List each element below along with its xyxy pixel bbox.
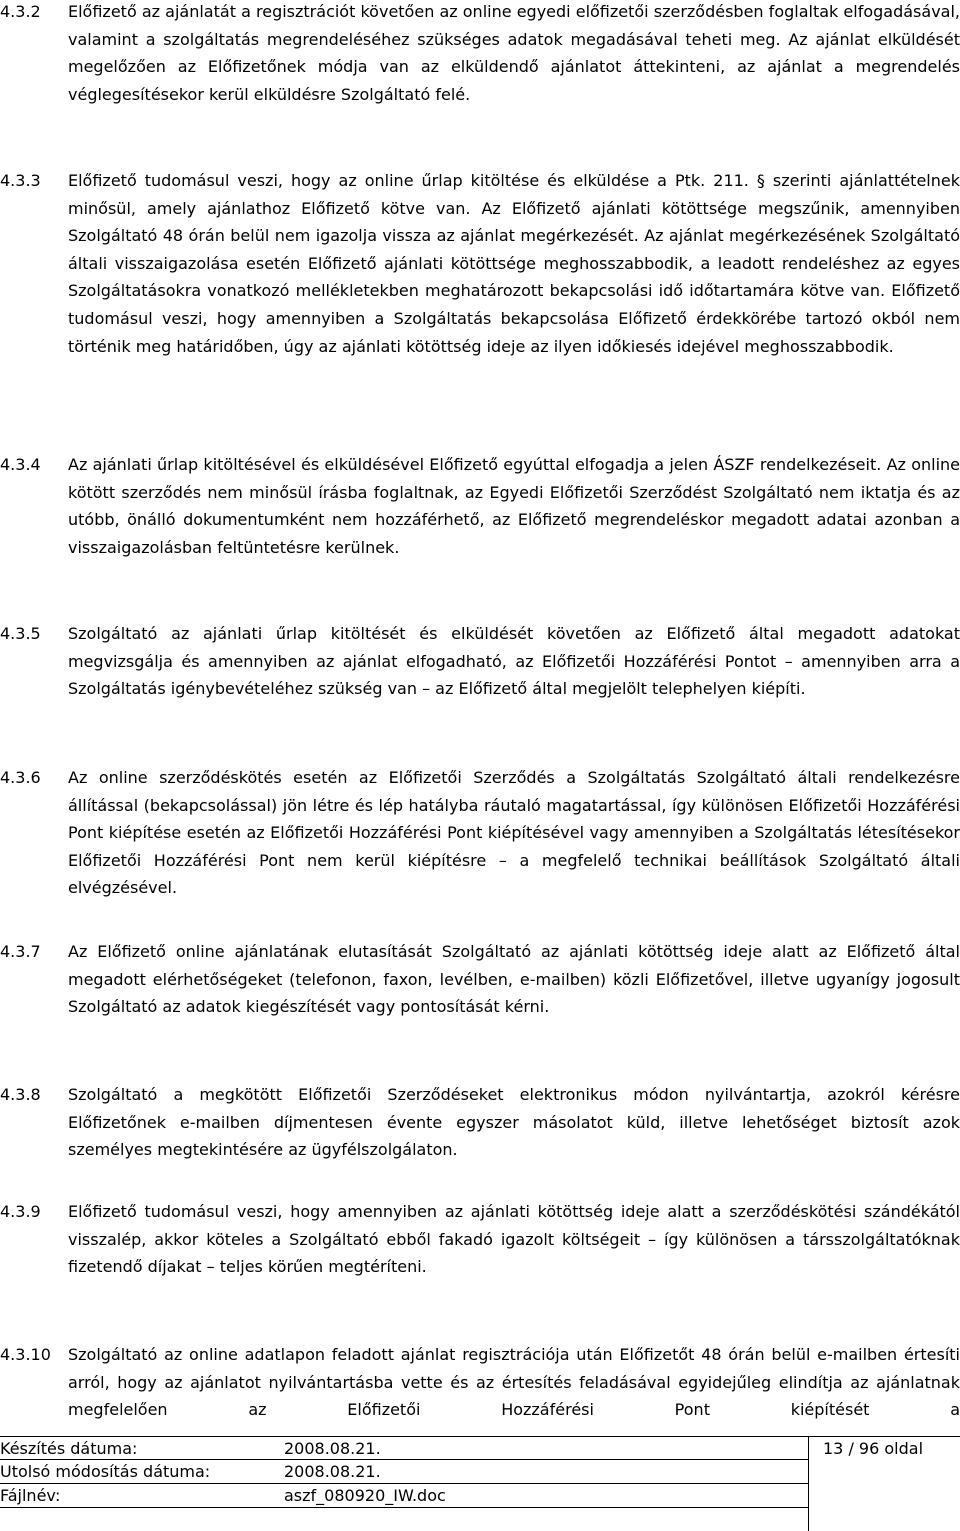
page-number: 13 / 96 oldal xyxy=(823,1439,924,1458)
created-date-value: 2008.08.21. xyxy=(284,1439,381,1458)
section-text: Az ajánlati űrlap kitöltésével és elküldésével Előfizető egyúttal elfogadja a jelen ÁSZF rendelkezéseit. Az online kötött szerződés nem minősül írásba foglaltnak, az Egyedi Előfizetői Szerződést Szolgáltató nem iktatja és az utóbb, önálló dokumentumként nem hozzáférhető, az Előfizető megrendeléskor megadott adatai azonban a visszaigazolásban feltüntetésre kerülnek. xyxy=(68,455,960,557)
section-number: 4.3.6 xyxy=(0,768,41,787)
section-text: Szolgáltató az ajánlati űrlap kitöltését és elküldését követően az Előfizető által megadott adatokat megvizsgálja és amennyiben az ajánlat elfogadható, az Előfizetői Hozzáférési Pontot – amennyiben arra a Szolgáltatás igénybevételéhez szükség van – az Előfizető által megjelölt telephelyen kiépíti. xyxy=(68,624,960,699)
section-text: Előfizető tudomásul veszi, hogy amennyiben az ajánlati kötöttség ideje alatt a szerződéskötési szándékától visszalép, akkor köteles a Szolgáltató ebből fakadó igazolt költségeit – így különösen a társszolgáltatóknak fizetendő díjakat – teljes körűen megtéríteni. xyxy=(68,1202,960,1277)
section-number: 4.3.9 xyxy=(0,1202,41,1221)
footer-row-modified xyxy=(0,1460,960,1484)
document-footer xyxy=(0,1436,960,1531)
section-number: 4.3.4 xyxy=(0,455,41,474)
section-text: Szolgáltató a megkötött Előfizetői Szerződéseket elektronikus módon nyilvántartja, azokról kérésre Előfizetőnek e-mailben díjmentesen évente egyszer másolatot küld, illetve lehetőséget biztosít azok személyes megtekintésére az ügyfélszolgálaton. xyxy=(68,1085,960,1160)
modified-date-label: Utolsó módosítás dátuma: xyxy=(0,1462,211,1481)
section-number: 4.3.2 xyxy=(0,2,41,21)
section-text: Előfizető tudomásul veszi, hogy az online űrlap kitöltése és elküldése a Ptk. 211. § szerinti ajánlattételnek minősül, amely ajánlathoz Előfizető kötve van. Az Előfizető ajánlati kötöttsége megszűnik, amennyiben Szolgáltató 48 órán belül nem igazolja vissza az ajánlat megérkezését. Az ajánlat megérkezésének Szolgáltató általi visszaigazolása esetén Előfizető ajánlati kötöttsége meghosszabbodik, a leadott rendeléshez az egyes Szolgáltatásokra vonatkozó mellékletekben meghatározott bekapcsolási idő időtartamára kötve van. Előfizető tudomásul veszi, hogy amennyiben a Szolgáltatás bekapcsolása Előfizető érdekkörébe tartozó okból nem történik meg határidőben, úgy az ajánlati kötöttség ideje az ilyen időkiesés idejével meghosszabbodik. xyxy=(68,171,960,356)
filename-value: aszf_080920_IW.doc xyxy=(284,1486,446,1505)
footer-row-filename xyxy=(0,1484,960,1508)
section-number: 4.3.5 xyxy=(0,624,41,643)
created-date-label: Készítés dátuma: xyxy=(0,1439,138,1458)
section-number: 4.3.7 xyxy=(0,942,41,961)
footer-row-rule xyxy=(0,1507,808,1508)
filename-label: Fájlnév: xyxy=(0,1486,61,1505)
section-number: 4.3.8 xyxy=(0,1085,41,1104)
section-number: 4.3.3 xyxy=(0,171,41,190)
section-text: Az Előfizető online ajánlatának elutasítását Szolgáltató az ajánlati kötöttség ideje alatt az Előfizető által megadott elérhetőségeket (telefonon, faxon, levélben, e-mailben) közli Előfizetővel, illetve ugyanígy jogosult Szolgáltató az adatok kiegészítését vagy pontosítását kérni. xyxy=(68,942,960,1017)
section-text: Előfizető az ajánlatát a regisztrációt követően az online egyedi előfizetői szerződésben foglaltak elfogadásával, valamint a szolgáltatás megrendeléséhez szükséges adatok megadásával teheti meg. Az ajánlat elküldését megelőzően az Előfizetőnek módja van az elküldendő ajánlatot áttekinteni, az ajánlat a megrendelés véglegesítésekor kerül elküldésre Szolgáltató felé. xyxy=(68,2,960,104)
footer-column-divider xyxy=(808,1436,809,1531)
modified-date-value: 2008.08.21. xyxy=(284,1462,381,1481)
footer-row-created xyxy=(0,1437,960,1461)
section-number: 4.3.10 xyxy=(0,1345,51,1364)
section-text: Szolgáltató az online adatlapon feladott ajánlat regisztrációja után Előfizetőt 48 órán belül e-mailben értesíti arról, hogy az ajánlatot nyilvántartásba vette és az értesítés feladásával egyidejűleg elindítja az ajánlatnak megfelelően az Előfizetői Hozzáférési Pont kiépítését a xyxy=(68,1345,960,1420)
section-text: Az online szerződéskötés esetén az Előfizetői Szerződés a Szolgáltatás Szolgáltató általi rendelkezésre állítással (bekapcsolással) jön létre és lép hatályba ráutaló magatartással, így különösen Előfizetői Hozzáférési Pont kiépítése esetén az Előfizetői Hozzáférési Pont kiépítésével vagy amennyiben a Szolgáltatás létesítésekor Előfizetői Hozzáférési Pont nem kerül kiépítésre – a megfelelő technikai beállítások Szolgáltató általi elvégzésével. xyxy=(68,768,960,898)
